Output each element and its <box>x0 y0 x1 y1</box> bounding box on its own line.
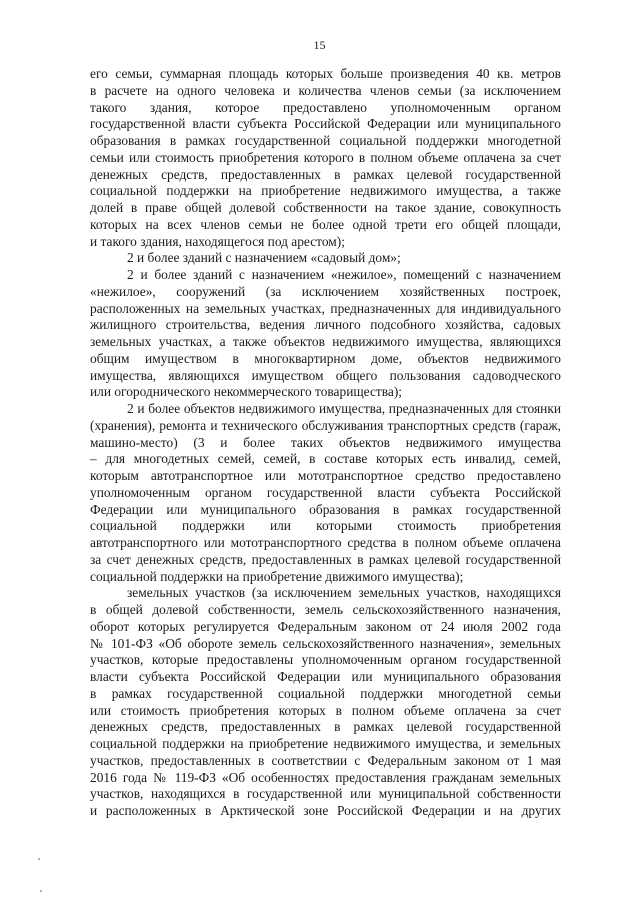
body-text <box>90 66 561 820</box>
text-line: «нежилое», сооружений (за исключением хозяйственных построек, <box>90 283 561 299</box>
text-line: участков, находящихся в государственной или муниципальной собственности <box>90 786 561 802</box>
text-line: которым автотранспортное или мототранспортное средство предоставлено <box>90 468 561 483</box>
text-line: земельных участков (за исключением земельных участков, находящихся <box>127 585 561 601</box>
text-line: социальной поддержки на приобретение движимого имущества); <box>90 568 464 584</box>
text-line: расположенных на земельных участках, предназначенных для индивидуального <box>90 300 561 316</box>
text-line: или огороднического некоммерческого товарищества); <box>90 384 403 400</box>
text-line: долей в праве общей долевой собственности на такое здание, совокупность <box>90 200 561 215</box>
text-line: семьи или стоимость приобретения которого в полном объеме оплачена за счет <box>90 149 561 165</box>
text-line: денежных средств, предоставленных в рамках целевой государственной <box>90 719 561 735</box>
text-line: оборот которых регулируется Федеральным законом от 24 июля 2002 года <box>90 618 561 634</box>
text-line: в общей долевой собственности, земель сельскохозяйственного назначения, <box>90 602 561 617</box>
scan-speck <box>40 890 42 892</box>
text-line: жилищного строительства, ведения личного подсобного хозяйства, садовых <box>90 317 561 333</box>
text-line: 2 и более зданий с назначением «нежилое», помещений с назначением <box>127 267 561 282</box>
text-line: 2 и более объектов недвижимого имущества, предназначенных для стоянки <box>127 401 561 416</box>
text-line: 2 и более зданий с назначением «садовый дом»; <box>127 250 401 266</box>
text-line: образования в рамках государственной социальной поддержки многодетной <box>90 133 561 148</box>
text-line: власти субъекта Российской Федерации или муниципального образования <box>90 669 561 684</box>
text-line: социальной поддержки на приобретение недвижимого имущества, а также <box>90 183 561 199</box>
text-line: которых на всех членов семьи не более одной трети его общей площади, <box>90 216 561 232</box>
text-line: Федерации или муниципального образования в рамках государственной <box>90 501 561 517</box>
text-line: – для многодетных семей, семей, в составе которых есть инвалид, семей, <box>90 451 561 467</box>
text-line: машино-место) (3 и более таких объектов недвижимого имущества <box>90 434 561 450</box>
text-line: участков, предоставленных в соответствии с Федеральным законом от 1 мая <box>90 752 561 768</box>
text-line: земельных участках, а также объектов недвижимого имущества, являющихся <box>90 334 561 349</box>
text-line: (хранения), ремонта и технического обслуживания транспортных средств (гараж, <box>90 417 561 433</box>
text-line: такого здания, которое предоставлено уполномоченным органом <box>90 99 561 115</box>
scan-speck <box>38 858 40 860</box>
text-line: участков, которые предоставлены уполномоченным органом государственной <box>90 652 561 668</box>
text-line: государственной власти субъекта Российской Федерации или муниципального <box>90 116 561 132</box>
text-line: денежных средств, предоставленных в рамках целевой государственной <box>90 166 561 182</box>
text-line: и такого здания, находящегося под арестом); <box>90 233 345 249</box>
text-line: 2016 года № 119-ФЗ «Об особенностях предоставления гражданам земельных <box>90 769 561 785</box>
page-number: 15 <box>313 38 326 52</box>
text-line: общим имуществом в многоквартирном доме, объектов недвижимого <box>90 350 561 366</box>
text-line: автотранспортного или мототранспортного средства в полном объеме оплачена <box>90 535 561 550</box>
text-line: или стоимость приобретения которых в полном объеме оплачена за счет <box>90 702 561 718</box>
text-line: уполномоченным органом государственной власти субъекта Российской <box>90 484 561 500</box>
text-line: его семьи, суммарная площадь которых больше произведения 40 кв. метров <box>90 66 561 81</box>
text-line: социальной поддержки или которыми стоимость приобретения <box>90 518 561 534</box>
text-line: за счет денежных средств, предоставленных в рамках целевой государственной <box>90 551 561 567</box>
text-line: № 101-ФЗ «Об обороте земель сельскохозяйственного назначения», земельных <box>90 635 561 651</box>
text-line: социальной поддержки на приобретение недвижимого имущества, и земельных <box>90 736 561 751</box>
text-line: имущества, являющихся имуществом общего пользования садоводческого <box>90 367 561 383</box>
text-line: в рамках государственной социальной поддержки многодетной семьи <box>90 685 561 701</box>
text-line: в расчете на одного человека и количества членов семьи (за исключением <box>90 82 561 98</box>
text-line: и расположенных в Арктической зоне Российской Федерации и на других <box>90 803 561 818</box>
